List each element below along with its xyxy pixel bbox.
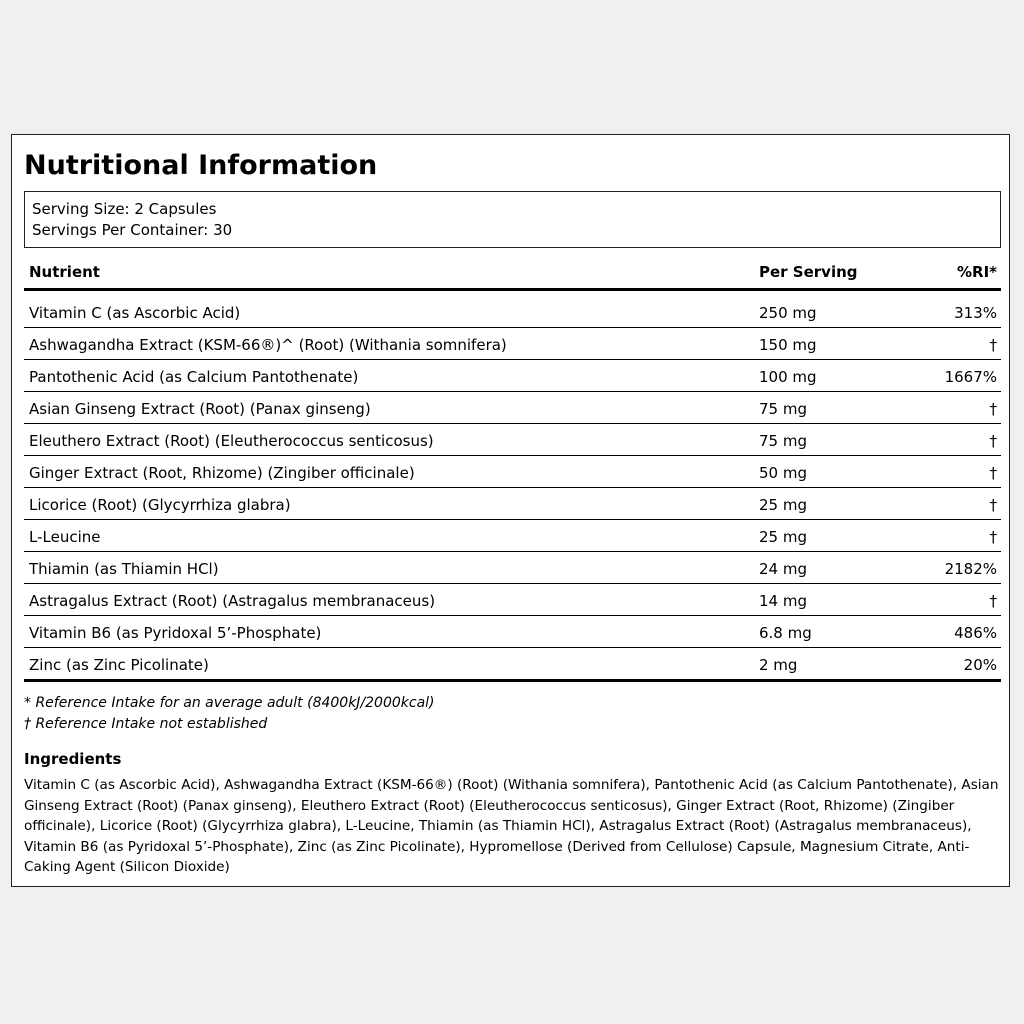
cell-per-serving: 6.8 mg <box>759 624 812 642</box>
servings-per-container: Servings Per Container: 30 <box>32 221 233 239</box>
ri-footnote: * Reference Intake for an average adult (8400kJ/2000kcal) <box>24 695 435 711</box>
serving-size: Serving Size: 2 Capsules <box>32 200 217 218</box>
cell-ri: † <box>989 336 997 354</box>
cell-nutrient: L-Leucine <box>29 528 101 546</box>
table-row <box>24 648 1001 682</box>
table-row <box>24 456 1001 488</box>
ingredients-text: Vitamin C (as Ascorbic Acid), Ashwagandha Extract (KSM-66®) (Root) (Withania somnifera), Pantothenic Acid (as Calcium Pantothenate), Asian Ginseng Extract (Root) (Panax ginseng), Eleuthero Extract (Root) (Eleutherococcus senticosus), Ginger Extract (Root, Rhizome) (Zingiber officinale), Licorice (Root) (Glycyrrhiza glabra), L-Leucine, Thiamin (as Thiamin HCl), Astragalus Extract (Root) (Astragalus membranaceus), Vitamin B6 (as Pyridoxal 5’-Phosphate), Zinc (as Zinc Picolinate), Hypromellose (Derived from Cellulose) Capsule, Magnesium Citrate, Anti-Caking Agent (Silicon Dioxide) <box>24 777 999 875</box>
cell-ri: 1667% <box>944 368 997 386</box>
cell-ri: † <box>989 592 997 610</box>
cell-per-serving: 14 mg <box>759 592 807 610</box>
table-header <box>24 256 1001 291</box>
cell-per-serving: 2 mg <box>759 656 798 674</box>
cell-ri: † <box>989 400 997 418</box>
table-row <box>24 584 1001 616</box>
cell-per-serving: 25 mg <box>759 496 807 514</box>
cell-per-serving: 50 mg <box>759 464 807 482</box>
nutrient-table <box>24 256 1001 682</box>
cell-per-serving: 100 mg <box>759 368 817 386</box>
cell-nutrient: Astragalus Extract (Root) (Astragalus membranaceus) <box>29 592 436 610</box>
cell-per-serving: 250 mg <box>759 304 817 322</box>
header-ri: %RI* <box>956 263 997 281</box>
table-row <box>24 392 1001 424</box>
nutrition-panel <box>11 134 1010 887</box>
cell-nutrient: Licorice (Root) (Glycyrrhiza glabra) <box>29 496 291 514</box>
cell-per-serving: 25 mg <box>759 528 807 546</box>
cell-nutrient: Zinc (as Zinc Picolinate) <box>29 656 209 674</box>
header-nutrient: Nutrient <box>29 263 100 281</box>
cell-nutrient: Vitamin B6 (as Pyridoxal 5’-Phosphate) <box>29 624 322 642</box>
cell-nutrient: Ginger Extract (Root, Rhizome) (Zingiber officinale) <box>29 464 415 482</box>
cell-nutrient: Vitamin C (as Ascorbic Acid) <box>29 304 241 322</box>
cell-ri: 20% <box>963 656 997 674</box>
cell-ri: † <box>989 528 997 546</box>
cell-ri: † <box>989 432 997 450</box>
table-body <box>24 296 1001 682</box>
cell-ri: † <box>989 496 997 514</box>
table-row <box>24 616 1001 648</box>
dagger-footnote: † Reference Intake not established <box>24 716 268 732</box>
serving-info-box <box>24 191 1001 248</box>
cell-nutrient: Asian Ginseng Extract (Root) (Panax ginseng) <box>29 400 371 418</box>
cell-ri: 486% <box>954 624 997 642</box>
cell-ri: 2182% <box>944 560 997 578</box>
table-row <box>24 552 1001 584</box>
header-per-serving: Per Serving <box>759 263 858 281</box>
table-row <box>24 296 1001 328</box>
cell-nutrient: Thiamin (as Thiamin HCl) <box>29 560 219 578</box>
table-row <box>24 488 1001 520</box>
footnotes <box>24 693 435 735</box>
cell-per-serving: 75 mg <box>759 432 807 450</box>
cell-per-serving: 75 mg <box>759 400 807 418</box>
table-row <box>24 520 1001 552</box>
table-row <box>24 424 1001 456</box>
table-row <box>24 360 1001 392</box>
cell-ri: † <box>989 464 997 482</box>
cell-nutrient: Ashwagandha Extract (KSM-66®)^ (Root) (Withania somnifera) <box>29 336 507 354</box>
ingredients-title: Ingredients <box>24 750 122 768</box>
cell-per-serving: 24 mg <box>759 560 807 578</box>
cell-nutrient: Eleuthero Extract (Root) (Eleutherococcus senticosus) <box>29 432 434 450</box>
cell-nutrient: Pantothenic Acid (as Calcium Pantothenate) <box>29 368 359 386</box>
cell-per-serving: 150 mg <box>759 336 817 354</box>
cell-ri: 313% <box>954 304 997 322</box>
table-row <box>24 328 1001 360</box>
page-title: Nutritional Information <box>24 150 378 181</box>
